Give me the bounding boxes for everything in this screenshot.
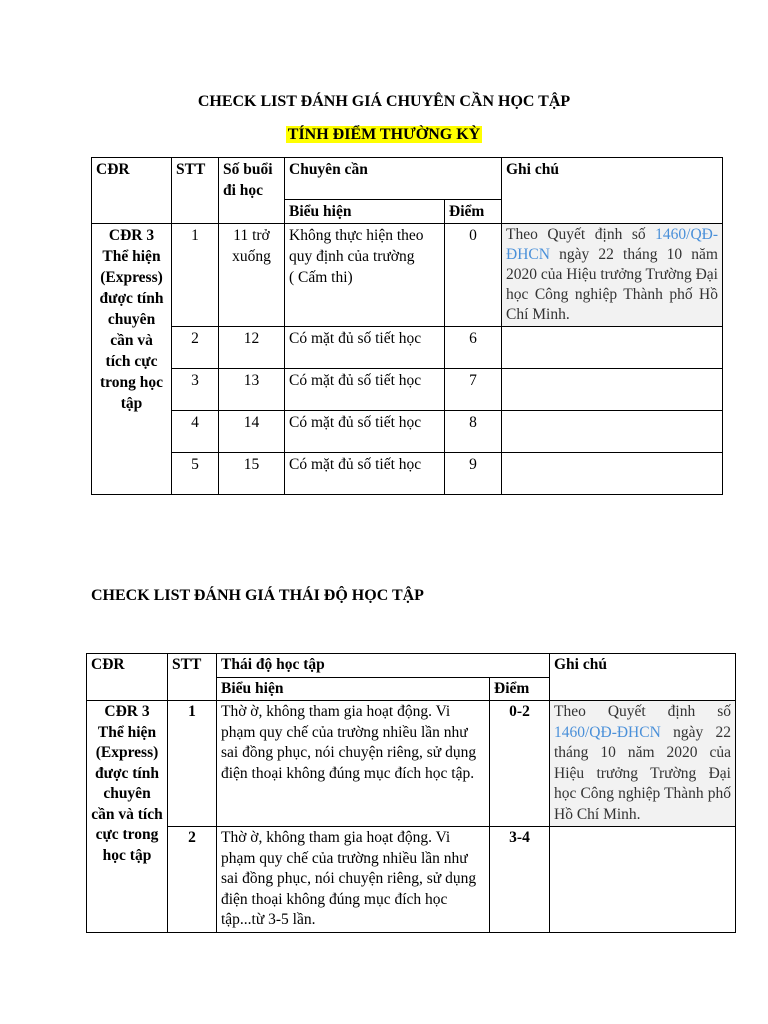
attendance-table (91, 157, 723, 495)
cdr-code: CĐR 3 (108, 227, 155, 244)
header-stt: STT (168, 654, 217, 701)
row-manifest: Có mặt đủ số tiết học (285, 453, 445, 495)
row-stt: 1 (172, 224, 219, 327)
header-manifest: Biểu hiện (217, 677, 490, 701)
header-attendance: Chuyên cần (285, 158, 502, 200)
row-sessions: 14 (219, 411, 285, 453)
row-manifest-text: Không thực hiện theo quy định của trường (289, 227, 424, 265)
row-note-empty (502, 453, 723, 495)
header-manifest: Biểu hiện (285, 200, 445, 224)
decision-link[interactable]: 1460/QĐ-ĐHCN (506, 226, 718, 263)
row-stt: 1 (168, 701, 217, 827)
row-score: 0-2 (490, 701, 550, 827)
row-note-empty (550, 827, 736, 933)
header-attitude: Thái độ học tập (217, 654, 550, 678)
header-note: Ghi chú (550, 654, 736, 701)
row-manifest-extra: ( Cấm thi) (289, 269, 353, 286)
cdr-cell (87, 701, 168, 933)
cdr-description: Thể hiện (Express) được tính chuyên cần và tích cực trong học tập (99, 248, 164, 412)
header-note: Ghi chú (502, 158, 723, 224)
row-manifest: Có mặt đủ số tiết học (285, 411, 445, 453)
row-stt: 2 (172, 327, 219, 369)
section-title-attitude: CHECK LIST ĐÁNH GIÁ THÁI ĐỘ HỌC TẬP (91, 587, 424, 604)
row-manifest: Có mặt đủ số tiết học (285, 327, 445, 369)
row-score: 9 (445, 453, 502, 495)
cdr-description: Thể hiện (Express) được tính chuyên cần và tích cực trong học tập (91, 723, 163, 864)
row-score: 8 (445, 411, 502, 453)
header-sessions: Số buổi đi học (219, 158, 285, 224)
row-sessions: 15 (219, 453, 285, 495)
doc-subtitle (0, 126, 768, 144)
cdr-code: CĐR 3 (104, 703, 150, 720)
row-stt: 5 (172, 453, 219, 495)
note-text-rest: ngày 22 tháng 10 năm 2020 của Hiệu trưởng Trường Đại học Công nghiệp Thành phố Hồ Chí Minh. (554, 723, 731, 823)
row-score: 3-4 (490, 827, 550, 933)
header-cdr: CĐR (87, 654, 168, 701)
row-manifest: Có mặt đủ số tiết học (285, 369, 445, 411)
row-stt: 2 (168, 827, 217, 933)
note-text-rest: ngày 22 tháng 10 năm 2020 của Hiệu trưởng Trường Đại học Công nghiệp Thành phố Hồ Chí Minh. (506, 246, 718, 323)
subtitle-highlight: TÍNH ĐIỂM THƯỜNG KỲ (287, 126, 481, 143)
row-score: 7 (445, 369, 502, 411)
row-stt: 3 (172, 369, 219, 411)
row-note-empty (502, 411, 723, 453)
row-stt: 4 (172, 411, 219, 453)
row-score: 0 (445, 224, 502, 327)
cdr-cell (92, 224, 172, 495)
row-note-empty (502, 327, 723, 369)
decision-link[interactable]: 1460/QĐ-ĐHCN (554, 723, 661, 741)
note-cell (550, 701, 736, 827)
header-stt: STT (172, 158, 219, 224)
header-score: Điểm (445, 200, 502, 224)
note-cell (502, 224, 723, 327)
attitude-table (86, 653, 736, 933)
row-manifest: Thờ ờ, không tham gia hoạt động. Vi phạm quy chế của trường nhiều lần như sai đồng phục, nói chuyện riêng, sử dụng điện thoại không đúng mục đích học tập. (217, 701, 490, 827)
row-sessions: 11 trở xuống (219, 224, 285, 327)
row-score: 6 (445, 327, 502, 369)
row-sessions: 12 (219, 327, 285, 369)
note-text: Theo Quyết định số (506, 226, 656, 243)
row-manifest (285, 224, 445, 327)
note-text: Theo Quyết định số (554, 703, 731, 720)
doc-title: CHECK LIST ĐÁNH GIÁ CHUYÊN CẦN HỌC TẬP (197, 93, 571, 110)
header-cdr: CĐR (92, 158, 172, 224)
row-note-empty (502, 369, 723, 411)
row-sessions: 13 (219, 369, 285, 411)
header-score: Điểm (490, 677, 550, 701)
row-manifest: Thờ ờ, không tham gia hoạt động. Vi phạm quy chế của trường nhiều lần như sai đồng phục, nói chuyện riêng, sử dụng điện thoại không đúng mục đích học tập...từ 3-5 lần. (217, 827, 490, 933)
